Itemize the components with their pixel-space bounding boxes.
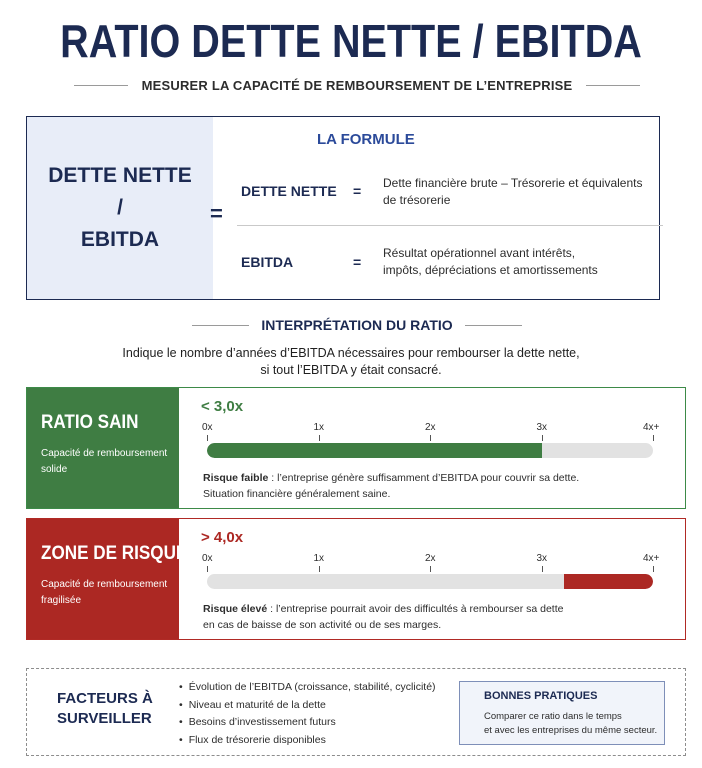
divider [192,325,249,326]
scale-tick-label: 4x+ [643,553,660,564]
scale-tick-mark [430,566,431,572]
description-line: solide [41,464,68,475]
scale-tick-label: 0x [202,553,213,564]
note-line: Situation financière généralement saine. [203,488,391,500]
ratio-name: ZONE DE RISQUE [41,543,188,564]
factors-title-line: SURVEILLER [57,710,152,727]
term-dette-nette: DETTE NETTE [241,183,337,199]
healthy-ratio-card [26,387,686,509]
factors-title [27,669,179,755]
scale-tick-label: 3x [536,553,548,564]
scale-tick-mark [207,435,208,441]
formula-box [26,116,660,300]
term-ebitda: EBITDA [241,254,294,270]
divider [237,225,663,226]
best-practices-line: Comparer ce ratio dans le temps [484,711,622,722]
risk-zone-label [27,519,188,639]
definition-line: Résultat opérationnel avant intérêts, [383,246,576,260]
scale-tick-label: 1x [313,553,325,564]
list-item: • Flux de trésorerie disponibles [179,732,449,750]
term-definition [383,245,673,279]
scale-bar-fill [564,574,653,589]
ratio-note [203,470,579,502]
interpretation-heading [192,316,522,334]
scale-tick-mark [542,435,543,441]
factors-title-line: FACTEURS À [57,690,153,707]
note-line [203,470,579,486]
note-line [203,601,564,617]
divider [74,85,128,86]
formula-equals: = [210,201,223,226]
ratio-description [41,577,179,609]
healthy-ratio-label [27,388,179,508]
scale-tick-mark [430,435,431,441]
scale-bar-fill [207,443,542,458]
scale-tick-mark [653,566,654,572]
list-item: • Évolution de l’EBITDA (croissance, stabilité, cyclicité) [179,679,449,697]
subtitle-row [74,76,640,94]
scale-tick-mark [319,566,320,572]
definition-line: impôts, dépréciations et amortissements [383,263,598,277]
scale-tick-label: 1x [313,422,325,433]
threshold-value: > 4,0x [201,529,244,546]
interpretation-text [0,345,702,379]
best-practices-text [484,710,664,738]
formula-slash: / [117,196,123,219]
factors-list [179,669,449,755]
scale-tick-mark [207,566,208,572]
formula-denominator: EBITDA [80,228,160,251]
scale-tick-mark [542,566,543,572]
term-definition [383,175,673,209]
scale-tick-label: 3x [536,422,548,433]
healthy-ratio-scale [179,388,685,508]
formula-definitions [213,117,659,299]
risk-zone-card [26,518,686,640]
scale-tick-label: 2x [425,422,436,433]
description-line: Capacité de remboursement [41,579,168,590]
formula-numerator: DETTE NETTE [48,164,192,187]
scale-tick-mark [653,435,654,441]
note-emphasis: Risque élevé [203,603,268,615]
page-title: RATIO DETTE NETTE / EBITDA [60,15,642,67]
term-equals: = [353,183,362,199]
definition-line: Dette financière brute – Trésorerie et équivalents [383,176,643,190]
interpretation-title: INTERPRÉTATION DU RATIO [261,317,453,333]
note-emphasis: Risque faible [203,472,269,484]
scale-bar [207,574,653,589]
divider [586,85,640,86]
scale-bar [207,443,653,458]
list-item: • Besoins d’investissement futurs [179,714,449,732]
definition-line: de trésorerie [383,193,451,207]
ratio-note [203,601,564,633]
term-equals: = [353,254,362,270]
ratio-name: RATIO SAIN [41,412,139,433]
scale-tick-mark [319,435,320,441]
scale-tick-label: 4x+ [643,422,660,433]
description-line: Capacité de remboursement [41,448,168,459]
formula-label: LA FORMULE [317,131,415,148]
factors-box [26,668,686,756]
divider [465,325,522,326]
note-text: : l’entreprise génère suffisamment d’EBITDA pour couvrir sa dette. [268,472,580,484]
best-practices-box [459,681,665,745]
list-item: • Niveau et maturité de la dette [179,697,449,715]
interpretation-line: Indique le nombre d’années d’EBITDA nécessaires pour rembourser la dette nette, [122,346,580,360]
interpretation-line: si tout l’EBITDA y était consacré. [260,363,442,377]
formula-ratio [27,117,213,299]
scale-tick-label: 0x [202,422,213,433]
ratio-description [41,446,179,478]
note-line: en cas de baisse de son activité ou de ses marges. [203,619,442,631]
best-practices-title: BONNES PRATIQUES [484,690,598,702]
note-text: : l’entreprise pourrait avoir des difficultés à rembourser sa dette [267,603,564,615]
page-subtitle: MESURER LA CAPACITÉ DE REMBOURSEMENT DE L’ENTREPRISE [141,77,573,93]
risk-zone-scale [179,519,685,639]
scale-tick-label: 2x [425,553,436,564]
best-practices-line: et avec les entreprises du même secteur. [484,725,658,736]
threshold-value: < 3,0x [201,398,244,415]
description-line: fragilisée [41,595,82,606]
